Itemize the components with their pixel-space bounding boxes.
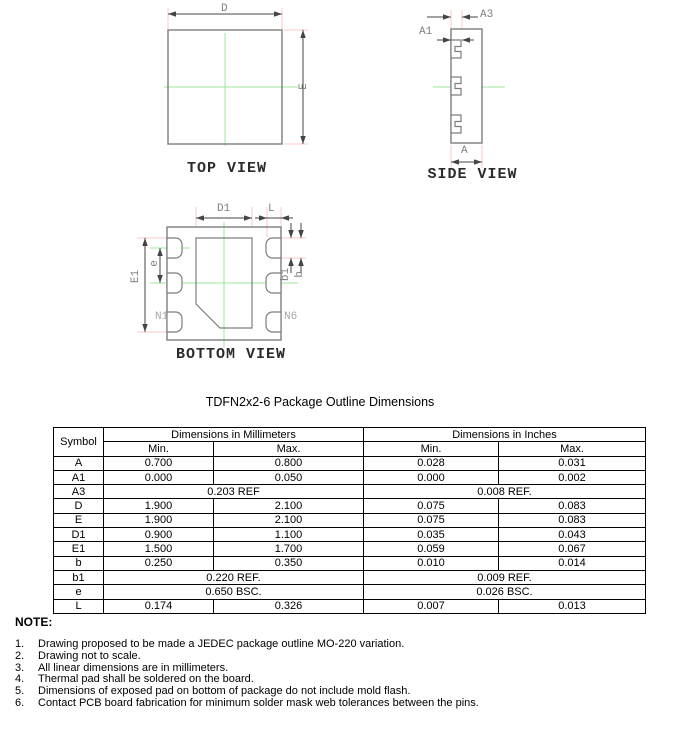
symbol-cell: b1 bbox=[54, 570, 104, 584]
in-max-cell: 0.067 bbox=[499, 542, 646, 556]
mm-span-cell: 0.203 REF bbox=[104, 485, 364, 499]
in-min-cell: 0.028 bbox=[364, 456, 499, 470]
dim-label-E: E bbox=[297, 83, 310, 90]
symbol-cell: e bbox=[54, 585, 104, 599]
in-max-cell: 0.083 bbox=[499, 499, 646, 513]
table-row bbox=[54, 528, 646, 542]
top-view-title: TOP VIEW bbox=[186, 160, 267, 177]
symbol-cell: L bbox=[54, 599, 104, 613]
table-row bbox=[54, 513, 646, 527]
note-number: 4. bbox=[15, 673, 25, 686]
header-symbol: Symbol bbox=[54, 428, 104, 457]
mm-min-cell: 1.500 bbox=[104, 542, 214, 556]
in-max-cell: 0.031 bbox=[499, 456, 646, 470]
in-max-cell: 0.014 bbox=[499, 556, 646, 570]
in-min-cell: 0.075 bbox=[364, 513, 499, 527]
symbol-cell: E1 bbox=[54, 542, 104, 556]
in-min-cell: 0.000 bbox=[364, 470, 499, 484]
note-number: 1. bbox=[15, 638, 25, 650]
in-max-cell: 0.002 bbox=[499, 470, 646, 484]
header-in-max: Max. bbox=[499, 442, 646, 456]
symbol-cell: b bbox=[54, 556, 104, 570]
dim-label-e: e bbox=[148, 260, 161, 267]
note-text: Contact PCB board fabrication for minimum solder mask web tolerances between the pins. bbox=[38, 696, 479, 709]
dimensions-table bbox=[53, 427, 646, 614]
note-number: 2. bbox=[15, 649, 25, 662]
table-row bbox=[54, 599, 646, 613]
in-span-cell: 0.008 REF. bbox=[364, 485, 646, 499]
header-in-min: Min. bbox=[364, 442, 499, 456]
mm-span-cell: 0.650 BSC. bbox=[104, 585, 364, 599]
dim-label-D: D bbox=[221, 3, 228, 15]
symbol-cell: E bbox=[54, 513, 104, 527]
in-min-cell: 0.007 bbox=[364, 599, 499, 613]
note-text: Drawing not to scale. bbox=[38, 649, 141, 662]
dim-label-D1: D1 bbox=[217, 203, 231, 215]
note-item bbox=[15, 651, 575, 663]
mm-max-cell: 0.326 bbox=[214, 599, 364, 613]
mm-max-cell: 0.050 bbox=[214, 470, 364, 484]
header-mm-min: Min. bbox=[104, 442, 214, 456]
top-view-dimension-lines bbox=[168, 14, 303, 144]
mm-min-cell: 0.174 bbox=[104, 599, 214, 613]
pin1-label: N1 bbox=[155, 311, 169, 323]
top-view-extension-lines bbox=[168, 8, 308, 144]
bottom-view-title: BOTTOM VIEW bbox=[175, 346, 287, 363]
mm-max-cell: 0.800 bbox=[214, 456, 364, 470]
in-span-cell: 0.009 REF. bbox=[364, 570, 646, 584]
notes-list bbox=[15, 639, 575, 710]
symbol-cell: D bbox=[54, 499, 104, 513]
table-header-row-2 bbox=[54, 442, 646, 456]
symbol-cell: A3 bbox=[54, 485, 104, 499]
dim-label-A1: A1 bbox=[419, 26, 433, 38]
note-text: Drawing proposed to be made a JEDEC package outline MO-220 variation. bbox=[38, 638, 405, 650]
mm-max-cell: 2.100 bbox=[214, 499, 364, 513]
table-row bbox=[54, 585, 646, 599]
table-row bbox=[54, 456, 646, 470]
in-max-cell: 0.083 bbox=[499, 513, 646, 527]
note-text: Thermal pad shall be soldered on the board. bbox=[38, 673, 254, 686]
header-mm: Dimensions in Millimeters bbox=[104, 428, 364, 442]
mm-max-cell: 0.350 bbox=[214, 556, 364, 570]
note-item bbox=[15, 698, 575, 710]
in-min-cell: 0.075 bbox=[364, 499, 499, 513]
table-row bbox=[54, 542, 646, 556]
side-view-title: SIDE VIEW bbox=[427, 166, 518, 183]
note-text: Dimensions of exposed pad on bottom of package do not include mold flash. bbox=[38, 685, 411, 698]
top-view-centerlines bbox=[164, 33, 298, 146]
mm-min-cell: 0.900 bbox=[104, 528, 214, 542]
side-view-drawing bbox=[410, 0, 620, 190]
table-row bbox=[54, 556, 646, 570]
mm-min-cell: 0.250 bbox=[104, 556, 214, 570]
table-row bbox=[54, 499, 646, 513]
mm-max-cell: 1.100 bbox=[214, 528, 364, 542]
table-row bbox=[54, 470, 646, 484]
notes-heading: NOTE: bbox=[15, 615, 53, 629]
symbol-cell: A1 bbox=[54, 470, 104, 484]
in-max-cell: 0.043 bbox=[499, 528, 646, 542]
dim-label-b1: b1 bbox=[280, 267, 293, 282]
mm-max-cell: 2.100 bbox=[214, 513, 364, 527]
table-row bbox=[54, 485, 646, 499]
in-min-cell: 0.010 bbox=[364, 556, 499, 570]
table-row bbox=[54, 570, 646, 584]
mm-span-cell: 0.220 REF. bbox=[104, 570, 364, 584]
in-min-cell: 0.035 bbox=[364, 528, 499, 542]
header-mm-max: Max. bbox=[214, 442, 364, 456]
dim-label-A3: A3 bbox=[480, 9, 494, 21]
header-inches: Dimensions in Inches bbox=[364, 428, 646, 442]
note-number: 6. bbox=[15, 696, 25, 709]
note-number: 3. bbox=[15, 661, 25, 674]
dim-label-E1: E1 bbox=[130, 269, 143, 284]
table-header-row-1 bbox=[54, 428, 646, 442]
symbol-cell: D1 bbox=[54, 528, 104, 542]
in-max-cell: 0.013 bbox=[499, 599, 646, 613]
note-number: 5. bbox=[15, 685, 25, 698]
mm-max-cell: 1.700 bbox=[214, 542, 364, 556]
mm-min-cell: 0.000 bbox=[104, 470, 214, 484]
pin6-label: N6 bbox=[284, 311, 298, 323]
in-min-cell: 0.059 bbox=[364, 542, 499, 556]
mm-min-cell: 1.900 bbox=[104, 499, 214, 513]
mm-min-cell: 0.700 bbox=[104, 456, 214, 470]
note-text: All linear dimensions are in millimeters. bbox=[38, 661, 229, 674]
symbol-cell: A bbox=[54, 456, 104, 470]
mm-min-cell: 1.900 bbox=[104, 513, 214, 527]
table-title: TDFN2x2-6 Package Outline Dimensions bbox=[205, 395, 435, 409]
dim-label-L: L bbox=[268, 203, 275, 215]
in-span-cell: 0.026 BSC. bbox=[364, 585, 646, 599]
dim-label-b: b bbox=[293, 271, 306, 278]
dim-label-A: A bbox=[461, 145, 468, 157]
